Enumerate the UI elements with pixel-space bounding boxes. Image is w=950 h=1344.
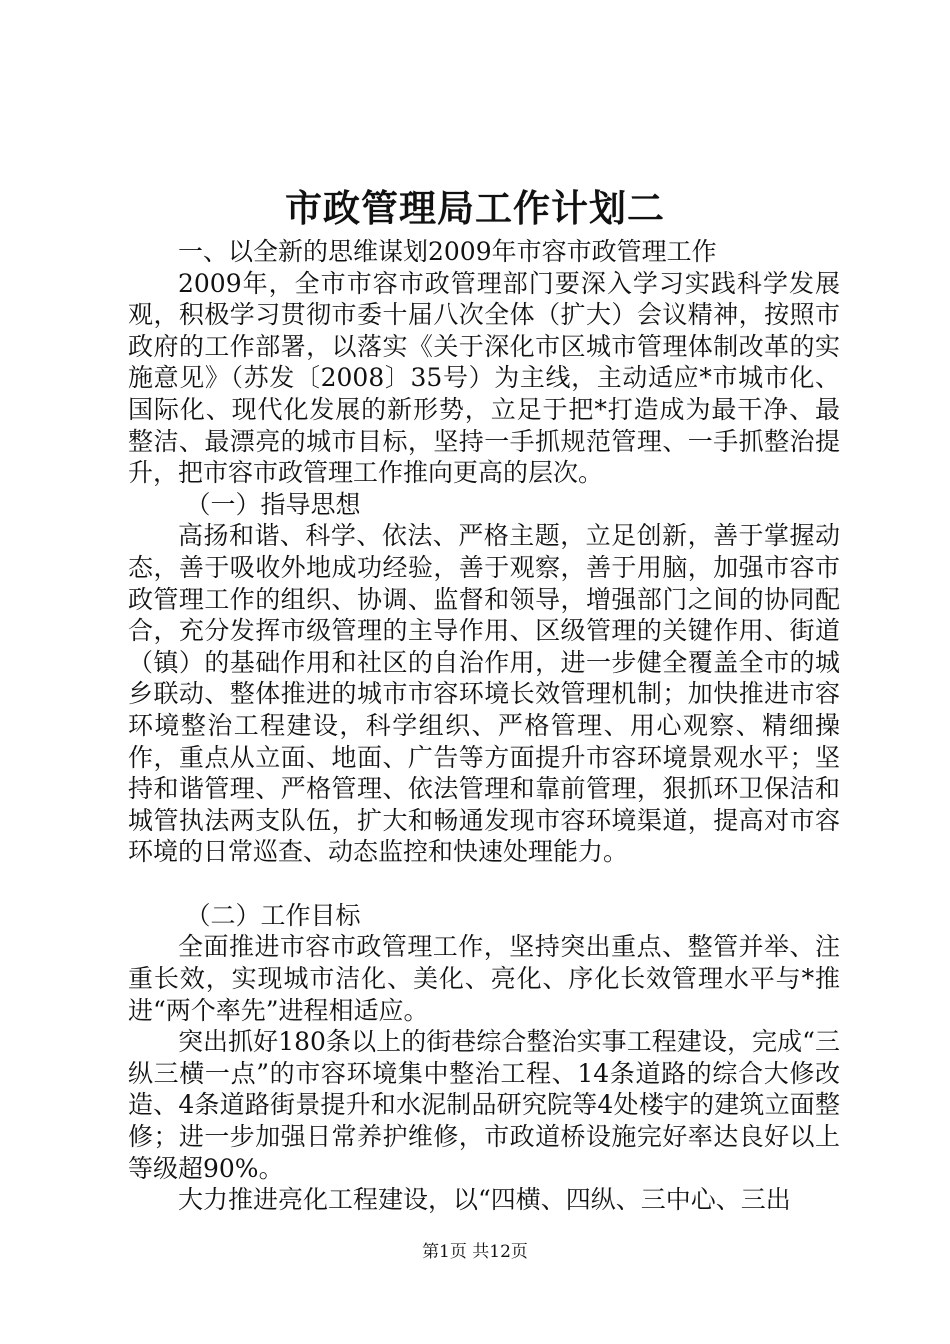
paragraph-intro: 2009年，全市市容市政管理部门要深入学习实践科学发展观，积极学习贯彻市委十届八次全体（扩大）会议精神，按照市政府的工作部署，以落实《关于深化市区城市管理体制改革的实施意见》（苏发〔2008〕35号）为主线，主动适应*市城市化、国际化、现代化发展的新形势，立足于把*打造成为最干净、最整洁、最漂亮的城市目标，坚持一手抓规范管理、一手抓整治提升，把市容市政管理工作推向更高的层次。 <box>128 268 840 488</box>
page-number: 第1页 共12页 <box>422 1242 528 1262</box>
subheading-guiding-thought: （一）指导思想 <box>185 489 361 519</box>
document-title: 市政管理局工作计划二 <box>285 186 665 230</box>
document-body <box>128 236 840 1216</box>
paragraph-guiding-thought: 高扬和谐、科学、依法、严格主题，立足创新，善于掌握动态，善于吸收外地成功经验，善于观察，善于用脑，加强市容市政管理工作的组织、协调、监督和领导，增强部门之间的协同配合，充分发挥市级管理的主导作用、区级管理的关键作用、街道（镇）的基础作用和社区的自治作用，进一步健全覆盖全市的城乡联动、整体推进的城市市容环境长效管理机制；加快推进市容环境整治工程建设，科学组织、严格管理、用心观察、精细操作，重点从立面、地面、广告等方面提升市容环境景观水平；坚持和谐管理、严格管理、依法管理和靠前管理，狠抓环卫保洁和城管执法两支队伍，扩大和畅通发现市容环境渠道，提高对市容环境的日常巡查、动态监控和快速处理能力。 <box>128 521 840 867</box>
paragraph-spacer <box>128 868 840 900</box>
paragraph-lighting-project: 大力推进亮化工程建设，以“四横、四纵、三中心、三出 <box>178 1185 791 1215</box>
paragraph-goals-overview: 全面推进市容市政管理工作，坚持突出重点、整管并举、注重长效，实现城市洁化、美化、亮化、序化长效管理水平与*推进“两个率先”进程相适应。 <box>128 932 840 1025</box>
section-heading-1: 一、以全新的思维谋划2009年市容市政管理工作 <box>178 237 717 266</box>
paragraph-street-renovation: 突出抓好180条以上的街巷综合整治实事工程建设，完成“三纵三横一点”的市容环境集中整治工程、14条道路的综合大修改造、4条道路街景提升和水泥制品研究院等4处楼宇的建筑立面整修；进一步加强日常养护维修，市政道桥设施完好率达良好以上等级超90%。 <box>128 1027 840 1183</box>
subheading-work-goals: （二）工作目标 <box>185 900 361 930</box>
